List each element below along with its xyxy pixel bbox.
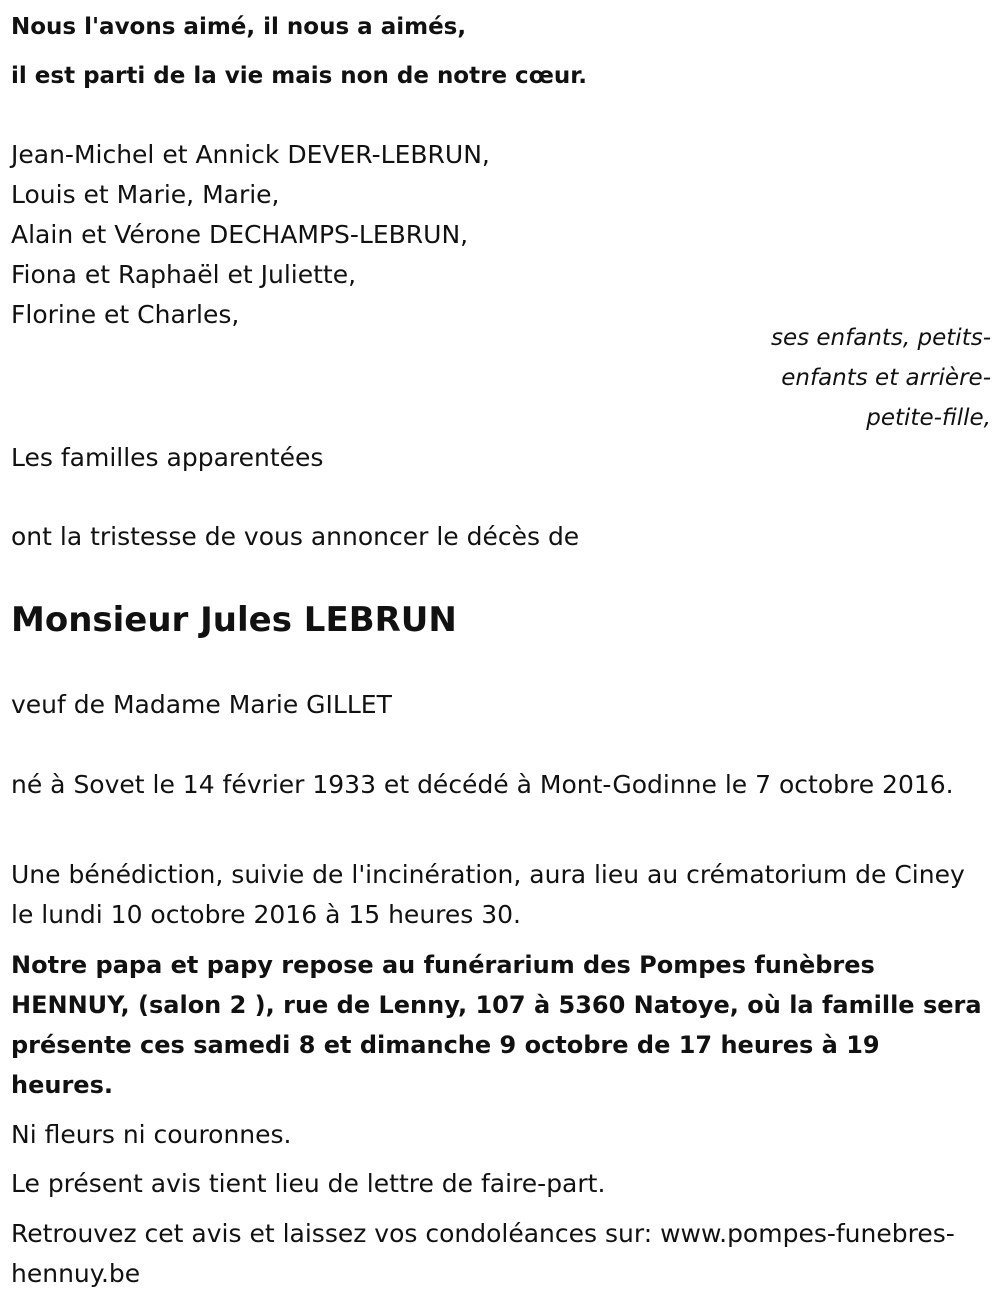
widow-of-line: veuf de Madame Marie GILLET (11, 690, 392, 719)
birth-death-paragraph: né à Sovet le 14 février 1933 et décédé à Mont-Godinne le 7 octobre 2016. (11, 770, 954, 799)
quote-line-1: Nous l'avons aimé, il nous a aimés, (11, 14, 467, 40)
flowers-paragraph: Ni fleurs ni couronnes. (11, 1120, 292, 1149)
deceased-name: Monsieur Jules LEBRUN (11, 600, 457, 640)
relatives-line: Les familles apparentées (11, 443, 324, 472)
relation-line: petite-fille, (866, 405, 991, 431)
condolences-paragraph: Retrouvez cet avis et laissez vos condoléances sur: www.pompes-funebres-hennuy.be (11, 1219, 955, 1288)
ceremony-paragraph: Une bénédiction, suivie de l'incinération, aura lieu au crématorium de Ciney le lundi 10 octobre 2016 à 15 heures 30. (11, 860, 965, 929)
quote-line-2: il est parti de la vie mais non de notre cœur. (11, 63, 588, 89)
family-relation (731, 318, 991, 438)
announcement-line: ont la tristesse de vous annoncer le décès de (11, 522, 580, 551)
relation-line: ses enfants, petits- (770, 325, 991, 351)
funeral-home-paragraph: Notre papa et papy repose au funérarium des Pompes funèbres HENNUY, (salon 2 ), rue de Lenny, 107 à 5360 Natoye, où la famille sera présente ces samedi 8 et dimanche 9 octobre de 17 heures à 19 heures. (11, 951, 982, 1099)
family-list (11, 135, 490, 335)
family-line: Louis et Marie, Marie, (11, 180, 280, 209)
notice-paragraph: Le présent avis tient lieu de lettre de faire-part. (11, 1169, 606, 1198)
family-line: Florine et Charles, (11, 300, 240, 329)
relation-line: enfants et arrière- (781, 365, 991, 391)
family-line: Fiona et Raphaël et Juliette, (11, 260, 357, 289)
family-line: Alain et Vérone DECHAMPS-LEBRUN, (11, 220, 469, 249)
family-line: Jean-Michel et Annick DEVER-LEBRUN, (11, 140, 490, 169)
